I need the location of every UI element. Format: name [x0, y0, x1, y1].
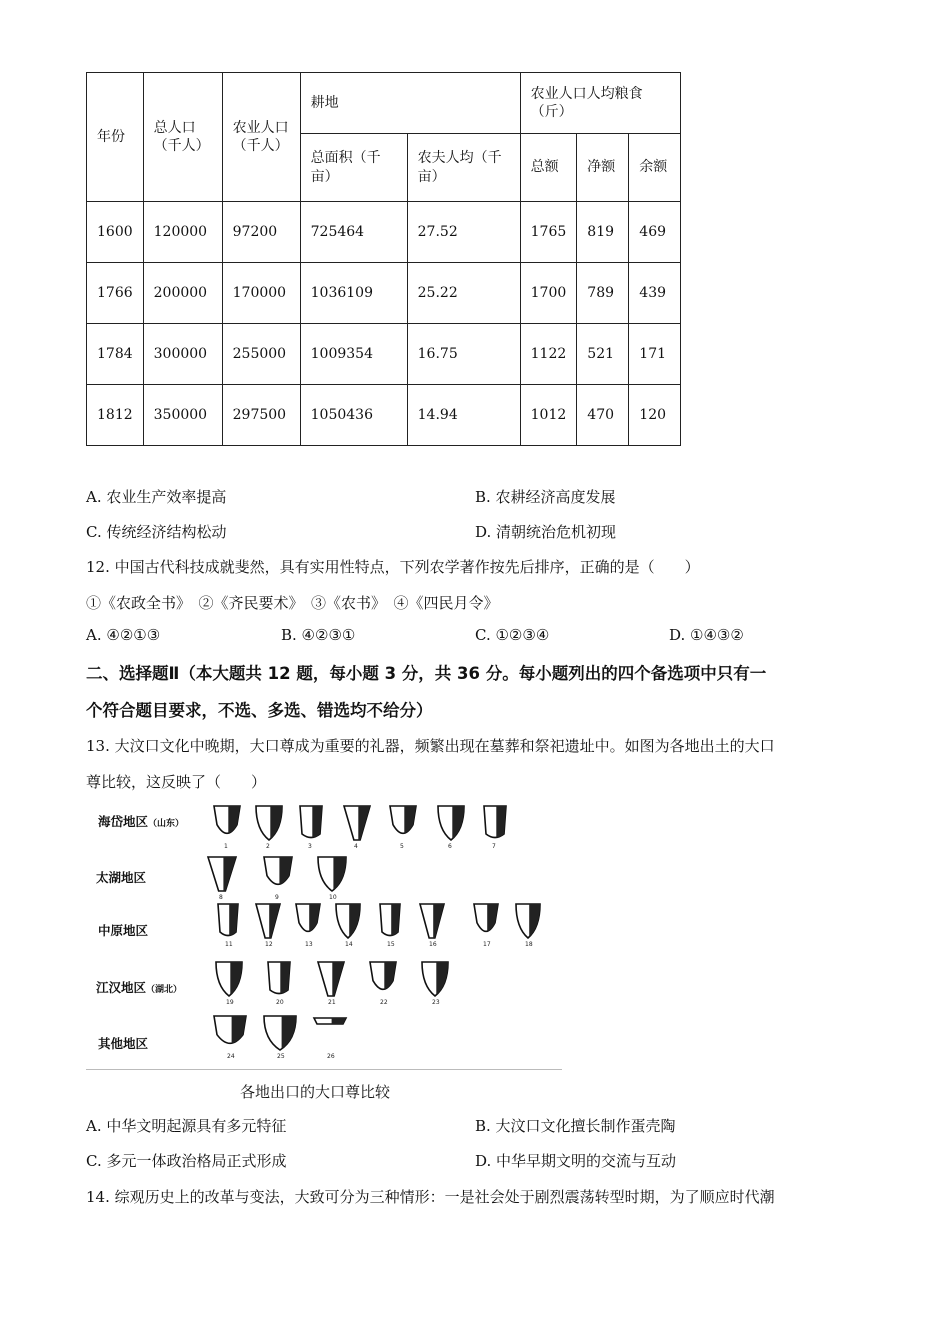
- vessel-number: 19: [226, 999, 234, 1006]
- header-farmland-per-farmer: 农夫人均（千亩）: [407, 134, 520, 202]
- vessel-13: [296, 904, 320, 948]
- q13-option-b[interactable]: B. 大汶口文化擅长制作蛋壳陶: [475, 1117, 676, 1135]
- cell-net: 819: [577, 202, 629, 263]
- row-label-haidai: 海岱地区（山东）: [98, 814, 185, 829]
- vessel-drawings: [86, 800, 562, 1068]
- vessel-16: [420, 904, 444, 948]
- section-heading-line2: 个符合题目要求，不选、多选、错选均不给分）: [86, 701, 433, 720]
- vessel-number: 26: [327, 1053, 335, 1060]
- cell-area: 1009354: [300, 324, 407, 385]
- vessel-number: 16: [429, 941, 437, 948]
- vessel-number: 21: [328, 999, 336, 1006]
- cell-per: 14.94: [407, 385, 520, 446]
- cell-total: 1122: [520, 324, 577, 385]
- vessel-number: 2: [266, 843, 270, 850]
- vessel-number: 25: [277, 1053, 285, 1060]
- cell-per: 16.75: [407, 324, 520, 385]
- vessel-17: [474, 904, 498, 948]
- row-label-other: 其他地区: [98, 1036, 149, 1051]
- header-grain-per-capita: 农业人口人均粮食（斤）: [520, 73, 681, 134]
- row-label-jianghan: 江汉地区（湖北）: [96, 980, 183, 995]
- cell-year: 1812: [87, 385, 144, 446]
- q11-option-d[interactable]: D. 清朝统治危机初现: [475, 523, 617, 541]
- vessel-number: 4: [354, 843, 358, 850]
- vessel-20: [268, 962, 290, 1006]
- vessel-number: 24: [227, 1053, 235, 1060]
- row-label-zhongyuan: 中原地区: [98, 923, 149, 938]
- figure-divider: [86, 1069, 562, 1070]
- table-row: [87, 385, 681, 446]
- vessel-4: [344, 806, 370, 850]
- cell-total: 1700: [520, 263, 577, 324]
- header-grain-surplus: 余额: [629, 134, 681, 202]
- cell-agri-pop: 170000: [222, 263, 300, 324]
- cell-agri-pop: 97200: [222, 202, 300, 263]
- vessel-21: [318, 962, 344, 1006]
- vessel-11: [218, 904, 238, 948]
- cell-surplus: 469: [629, 202, 681, 263]
- q14-stem-line1: 14. 综观历史上的改革与变法，大致可分为三种情形：一是社会处于剧烈震荡转型时期，为了顺应时代潮: [86, 1188, 775, 1206]
- vessel-number: 1: [224, 843, 228, 850]
- table-row: [87, 324, 681, 385]
- vessel-number: 6: [448, 843, 452, 850]
- vessel-number: 8: [219, 894, 223, 901]
- cell-area: 1036109: [300, 263, 407, 324]
- q13-option-a[interactable]: A. 中华文明起源具有多元特征: [86, 1117, 287, 1135]
- vessel-22: [370, 962, 396, 1006]
- cell-surplus: 171: [629, 324, 681, 385]
- q13-option-c[interactable]: C. 多元一体政治格局正式形成: [86, 1152, 287, 1170]
- vessel-10: [318, 857, 346, 901]
- population-farmland-table: [86, 72, 681, 446]
- vessel-24: [214, 1016, 246, 1060]
- q12-stem: 12. 中国古代科技成就斐然，具有实用性特点，下列农学著作按先后排序，正确的是（ ）: [86, 558, 700, 576]
- header-grain-total: 总额: [520, 134, 577, 202]
- q11-option-b[interactable]: B. 农耕经济高度发展: [475, 488, 616, 506]
- cell-per: 25.22: [407, 263, 520, 324]
- vessel-number: 3: [308, 843, 312, 850]
- table-row: [87, 263, 681, 324]
- figure-caption: 各地出口的大口尊比较: [240, 1083, 391, 1101]
- vessel-7: [484, 806, 506, 850]
- cell-total-pop: 200000: [143, 263, 222, 324]
- vessel-number: 5: [400, 843, 404, 850]
- vessel-number: 12: [265, 941, 273, 948]
- q13-stem-line1: 13. 大汶口文化中晚期，大口尊成为重要的礼器，频繁出现在墓葬和祭祀遗址中。如图为各地出土的大口: [86, 737, 775, 755]
- row-label-taihu: 太湖地区: [96, 870, 147, 885]
- cell-total-pop: 350000: [143, 385, 222, 446]
- cell-total: 1765: [520, 202, 577, 263]
- cell-total-pop: 300000: [143, 324, 222, 385]
- cell-year: 1766: [87, 263, 144, 324]
- q13-stem-line2: 尊比较，这反映了（ ）: [86, 773, 267, 791]
- vessel-15: [380, 904, 400, 948]
- vessel-number: 15: [387, 941, 395, 948]
- vessel-1: [214, 806, 240, 850]
- cell-net: 470: [577, 385, 629, 446]
- vessel-26: [314, 1018, 346, 1060]
- vessel-number: 13: [305, 941, 313, 948]
- header-farmland: 耕地: [300, 73, 520, 134]
- vessel-19: [216, 962, 242, 1006]
- vessel-5: [390, 806, 416, 850]
- cell-net: 789: [577, 263, 629, 324]
- cell-surplus: 439: [629, 263, 681, 324]
- vessel-23: [422, 962, 448, 1006]
- cell-total-pop: 120000: [143, 202, 222, 263]
- vessel-8: [208, 857, 236, 901]
- cell-year: 1600: [87, 202, 144, 263]
- header-grain-net: 净额: [577, 134, 629, 202]
- cell-area: 1050436: [300, 385, 407, 446]
- vessel-number: 22: [380, 999, 388, 1006]
- vessel-18: [516, 904, 540, 948]
- vessel-number: 18: [525, 941, 533, 948]
- vessel-25: [264, 1016, 296, 1060]
- vessel-14: [336, 904, 360, 948]
- vessel-number: 23: [432, 999, 440, 1006]
- vessel-comparison-figure: [86, 800, 562, 1068]
- header-farmland-total: 总面积（千亩）: [300, 134, 407, 202]
- cell-per: 27.52: [407, 202, 520, 263]
- vessel-number: 17: [483, 941, 491, 948]
- vessel-2: [256, 806, 282, 850]
- q11-option-a[interactable]: A. 农业生产效率提高: [86, 488, 227, 506]
- section-heading-line1: 二、选择题Ⅱ（本大题共 12 题，每小题 3 分，共 36 分。每小题列出的四个备选项中只有一: [86, 664, 767, 683]
- q11-option-c[interactable]: C. 传统经济结构松动: [86, 523, 227, 541]
- vessel-3: [300, 806, 322, 850]
- header-total-population: 总人口（千人）: [143, 73, 222, 202]
- vessel-number: 7: [492, 843, 496, 850]
- vessel-number: 9: [275, 894, 279, 901]
- table-row: [87, 202, 681, 263]
- vessel-9: [264, 857, 292, 901]
- q12-option-b[interactable]: B. ④②③①: [281, 626, 356, 644]
- header-agri-population: 农业人口（千人）: [222, 73, 300, 202]
- q13-option-d[interactable]: D. 中华早期文明的交流与互动: [475, 1152, 677, 1170]
- q12-option-a[interactable]: A. ④②①③: [86, 626, 161, 644]
- cell-year: 1784: [87, 324, 144, 385]
- cell-agri-pop: 255000: [222, 324, 300, 385]
- vessel-number: 10: [329, 894, 337, 901]
- q12-option-d[interactable]: D. ①④③②: [669, 626, 744, 644]
- vessel-6: [438, 806, 464, 850]
- cell-surplus: 120: [629, 385, 681, 446]
- vessel-number: 20: [276, 999, 284, 1006]
- cell-net: 521: [577, 324, 629, 385]
- q12-items: ①《农政全书》 ②《齐民要术》 ③《农书》 ④《四民月令》: [86, 594, 499, 612]
- cell-agri-pop: 297500: [222, 385, 300, 446]
- vessel-number: 14: [345, 941, 353, 948]
- q12-option-c[interactable]: C. ①②③④: [475, 626, 550, 644]
- header-year: 年份: [87, 73, 144, 202]
- vessel-12: [256, 904, 280, 948]
- cell-total: 1012: [520, 385, 577, 446]
- cell-area: 725464: [300, 202, 407, 263]
- vessel-number: 11: [225, 941, 233, 948]
